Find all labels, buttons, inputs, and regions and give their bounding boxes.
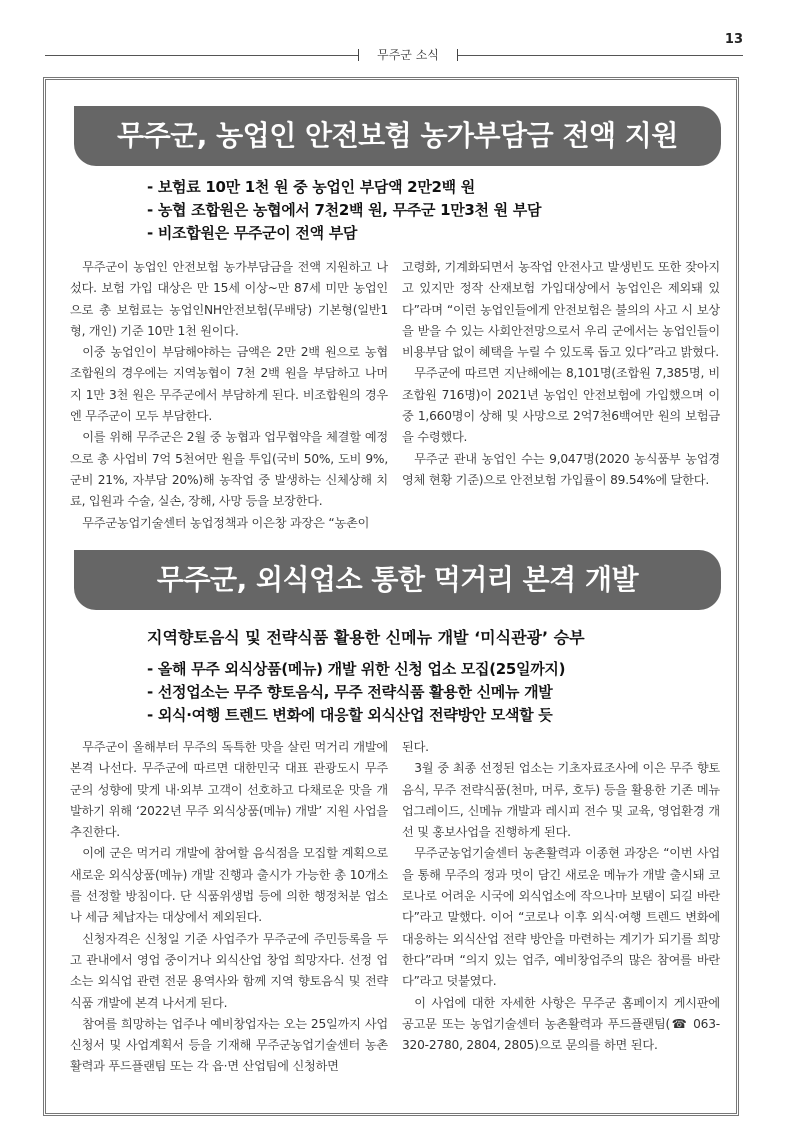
- article1-bullet: - 농협 조합원은 농협에서 7천2백 원, 무주군 1만3천 원 부담: [147, 201, 542, 219]
- section-label: 무주군 소식: [358, 46, 458, 64]
- article1-paragraph: 무주군농업기술센터 농업정책과 이은창 과장은 “농촌이: [82, 515, 370, 530]
- article2-paragraph: 참여를 희망하는 업주나 예비창업자는 오는 25일까지 사업신청서 및 사업계획서 등을 기재해 무주군농업기술센터 농촌활력과 푸드플랜팀 또는 각 읍·면 산업팀에 신청하면: [70, 1016, 388, 1074]
- article2-paragraph: 신청자격은 신청일 기준 사업주가 무주군에 주민등록을 두고 관내에서 영업 중이거나 외식산업 창업 희망자다. 선정 업소는 외식업 관련 전문 용역사와 함께 지역 향토음식 및 전략식품 개발에 본격 나서게 된다.: [70, 931, 388, 1010]
- article1-paragraph: 고령화, 기계화되면서 농작업 안전사고 발생빈도 또한 잦아지고 있지만 정작 산재보험 가입대상에서 농업인은 제외돼 있다”라며 “이런 농업인들에게 안전보험은 불의의 사고 시 보상을 받을 수 있는 사회안전망으로서 우리 군에서는 농업인들이 비용부담 없이 혜택을 누릴 수 있도록 돕고 있다”라고 밝혔다.: [402, 260, 720, 360]
- article2-bullets: [147, 658, 565, 727]
- article2-paragraph: 된다.: [402, 740, 429, 754]
- article1-paragraph: 무주군 관내 농업인 수는 9,047명(2020 농식품부 농업경영체 현황 기준)으로 안전보험 가입률이 89.54%에 달한다.: [402, 451, 720, 487]
- article2-bullet: - 외식·여행 트렌드 변화에 대응할 외식산업 전략방안 모색할 듯: [147, 706, 553, 724]
- article1-right-column: [402, 257, 720, 491]
- article2-right-column: [402, 737, 720, 1056]
- article2-paragraph: 3월 중 최종 선정된 업소는 기초자료조사에 이은 무주 향토음식, 무주 전략식품(천마, 머루, 호두) 등을 활용한 기존 메뉴 업그레이드, 신메뉴 개발과 레시피 전수 및 교육, 영업환경 개선 및 홍보사업을 진행하게 된다.: [402, 761, 720, 840]
- article2-paragraph: 이에 군은 먹거리 개발에 참여할 음식점을 모집할 계획으로 새로운 외식상품(메뉴) 개발 진행과 출시가 가능한 총 10개소를 선정할 방침이다. 단 식품위생법 등에 의한 행정처분 업소나 세금 체납자는 대상에서 제외된다.: [70, 846, 388, 925]
- article1-paragraph: 무주군에 따르면 지난해에는 8,101명(조합원 7,385명, 비조합원 716명)이 2021년 농업인 안전보험에 가입했으며 이중 1,660명이 상해 및 사망으로 2억7천6백여만 원의 보험금을 수령했다.: [402, 366, 720, 445]
- article1-bullets: [147, 176, 541, 245]
- article1-paragraph: 무주군이 농업인 안전보험 농가부담금을 전액 지원하고 나섰다. 보험 가입 대상은 만 15세 이상~만 87세 미만 농업인으로 총 보험료는 농업인NH안전보험(무배당) 기본형(일반1형, 개인) 기준 10만 1천 원이다.: [70, 260, 388, 338]
- article2-bullet: - 올해 무주 외식상품(메뉴) 개발 위한 신청 업소 모집(25일까지): [147, 660, 566, 678]
- page-number: 13: [724, 32, 743, 47]
- article1-left-column: [70, 257, 388, 534]
- article1-title: 무주군, 농업인 안전보험 농가부담금 전액 지원: [74, 106, 721, 166]
- article2-title: 무주군, 외식업소 통한 먹거리 본격 개발: [74, 550, 721, 610]
- article2-bullet: - 선정업소는 무주 향토음식, 무주 전략식품 활용한 신메뉴 개발: [147, 683, 553, 701]
- article1-paragraph: 이를 위해 무주군은 2월 중 농협과 업무협약을 체결할 예정으로 총 사업비 7억 5천여만 원을 투입(국비 50%, 도비 9%, 군비 21%, 자부담 20%)해 농작업 중 발생하는 신체상해 치료, 입원과 수술, 실손, 장해, 사망 등을 보장한다.: [70, 430, 388, 509]
- article2-left-column: [70, 737, 388, 1078]
- article1-bullet: - 비조합원은 무주군이 전액 부담: [147, 224, 358, 242]
- article2-paragraph: 이 사업에 대한 자세한 사항은 무주군 홈페이지 게시판에 공고문 또는 농업기술센터 농촌활력과 푸드플랜팀(☎ 063-320-2780, 2804, 2805)으로 문의를 하면 된다.: [402, 995, 720, 1053]
- article2-paragraph: 무주군이 올해부터 무주의 독특한 맛을 살린 먹거리 개발에 본격 나선다. 무주군에 따르면 대한민국 대표 관광도시 무주군의 성향에 맞게 내·외부 고객이 선호하고 다채로운 맛을 개발하기 위해 ‘2022년 무주 외식상품(메뉴) 개발’ 지원 사업을 추진한다.: [70, 740, 388, 840]
- article1-bullet: - 보험료 10만 1천 원 중 농업인 부담액 2만2백 원: [147, 178, 475, 196]
- article2-subtitle: 지역향토음식 및 전략식품 활용한 신메뉴 개발 ‘미식관광’ 승부: [147, 628, 585, 647]
- article1-paragraph: 이중 농업인이 부담해야하는 금액은 2만 2백 원으로 농협 조합원의 경우에는 지역농협이 7천 2백 원을 부담하고 나머지 1만 3천 원은 무주군에서 부담하게 된다. 비조합원의 경우엔 무주군이 모두 부담한다.: [70, 345, 388, 424]
- article2-paragraph: 무주군농업기술센터 농촌활력과 이종현 과장은 “이번 사업을 통해 무주의 정과 멋이 담긴 새로운 메뉴가 개발 출시돼 코로나로 어려운 시국에 외식업소에 작으나마 보탬이 되길 바란다”라고 말했다. 이어 “코로나 이후 외식·여행 트렌드 변화에 대응하는 외식산업 전략 방안을 마련하는 계기가 되기를 희망한다”라며 “의지 있는 업주, 예비창업주의 많은 참여를 바란다”라고 덧붙였다.: [402, 846, 720, 989]
